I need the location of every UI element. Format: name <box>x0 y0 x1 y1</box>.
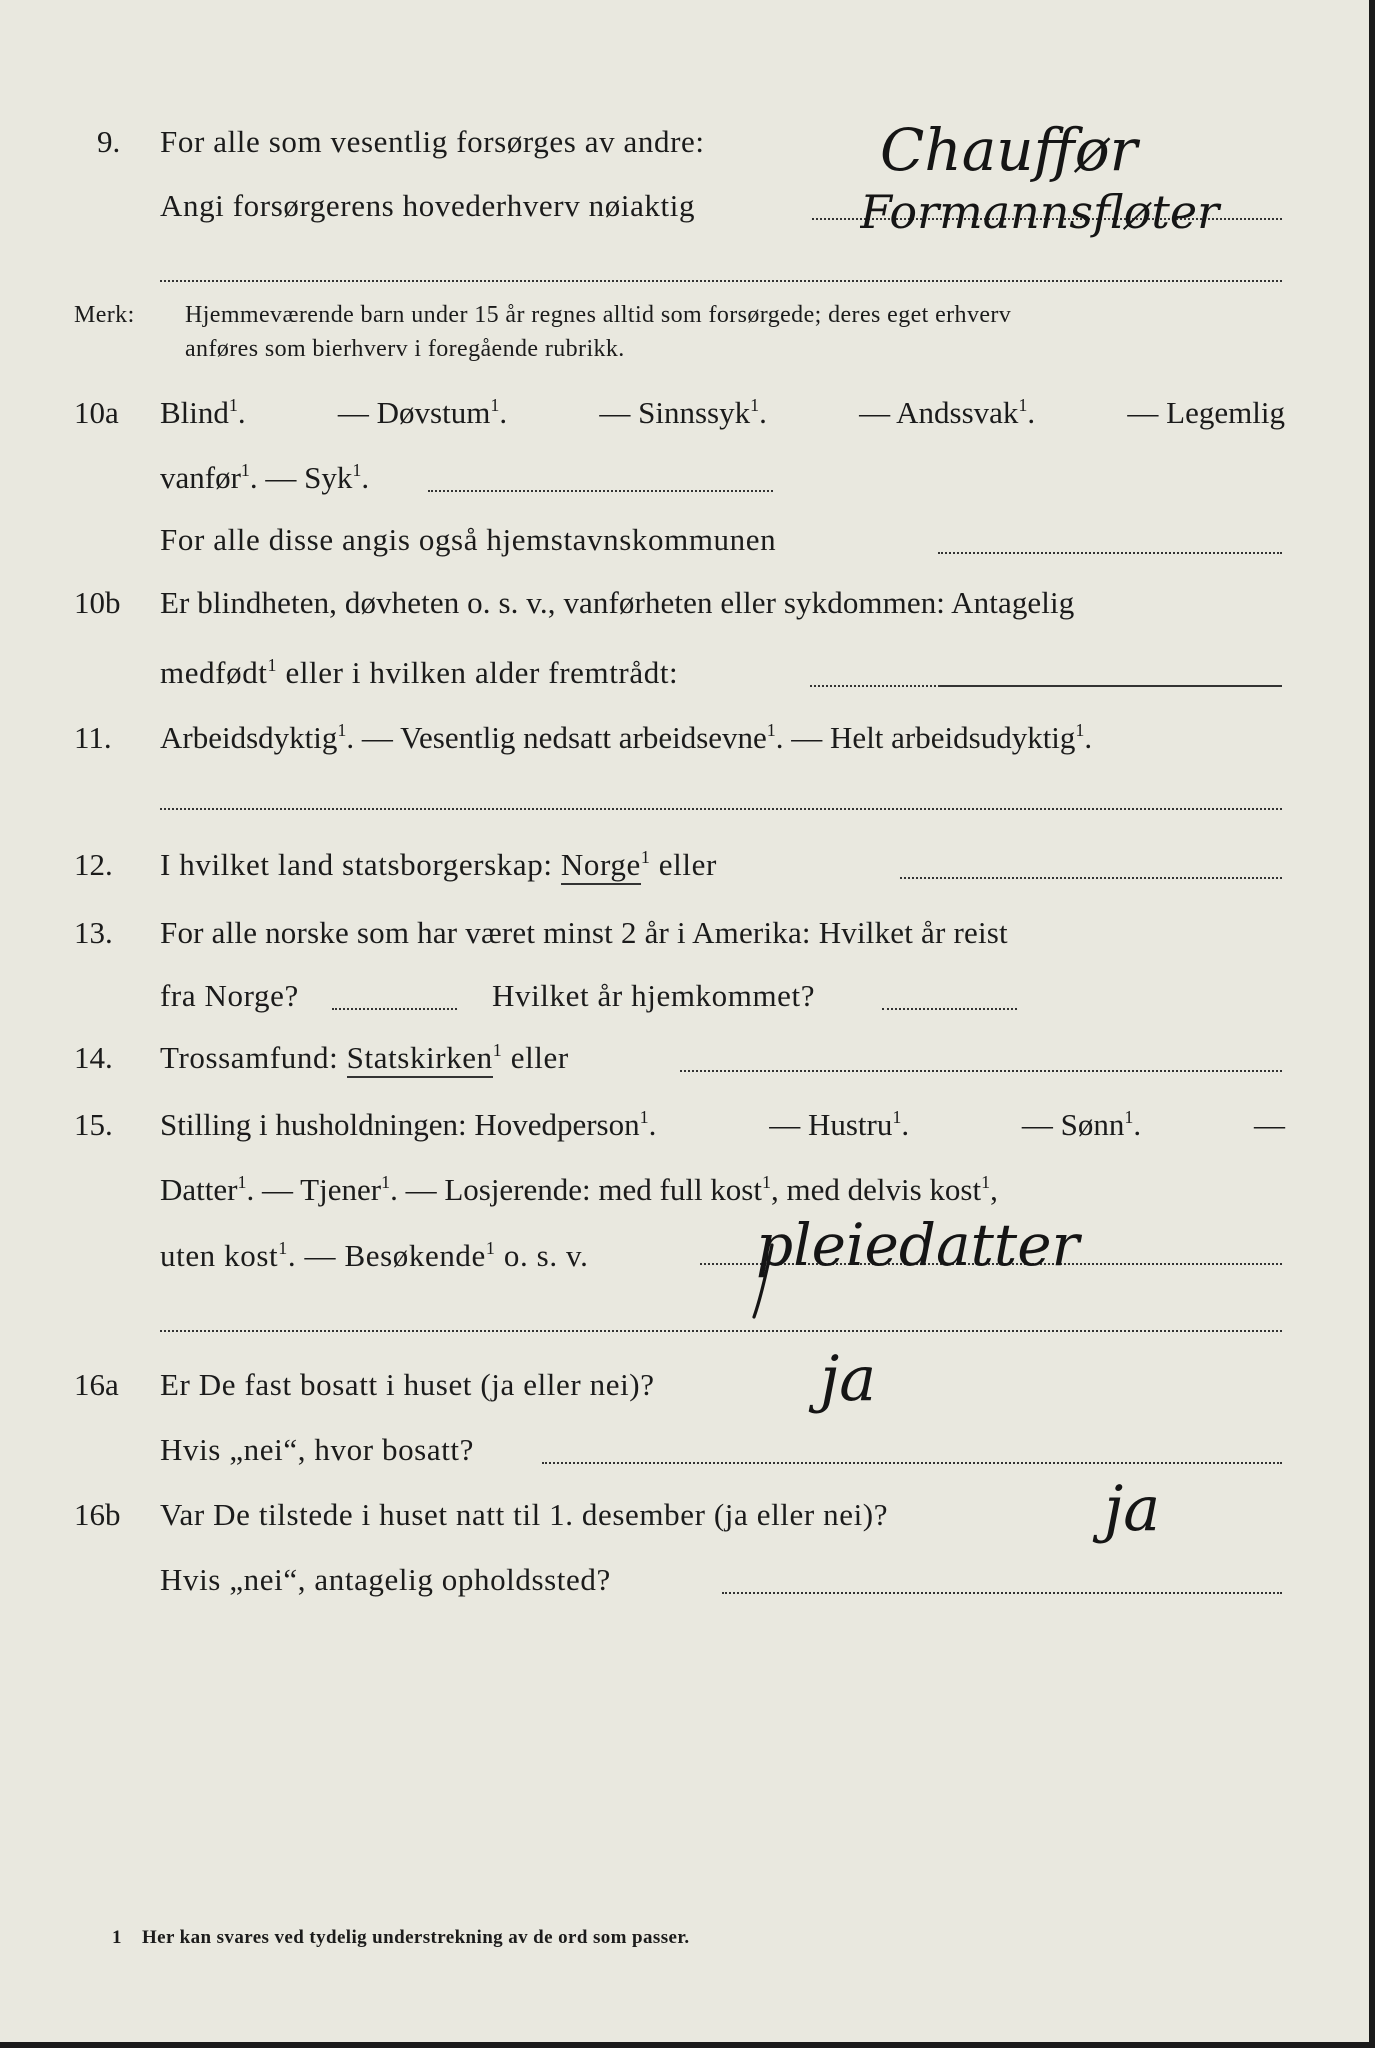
q11-nedsatt: — Vesentlig nedsatt arbeidsevne <box>361 720 767 755</box>
q13-reist-line <box>332 1008 457 1010</box>
q11-number: 11. <box>74 720 112 755</box>
q9-answer-provider: Formannsfløter <box>860 185 1220 239</box>
q14-prefix: Trossamfund: <box>160 1040 339 1075</box>
q10b-medfodt: medfødt <box>160 655 268 690</box>
q10b-number: 10b <box>74 585 121 620</box>
q15-full-kost: — Losjerende: med full kost <box>405 1172 762 1207</box>
q10b-alder: eller i hvilken alder fremtrådt: <box>285 655 679 690</box>
q10b-dotted-line <box>810 685 940 687</box>
q10a-dovstum: — Døvstum$^1$. <box>337 395 508 430</box>
q15-delvis-kost: , med delvis kost <box>771 1172 982 1207</box>
q10a-blind: Blind$^1$. <box>160 395 246 430</box>
q15-line1 <box>160 1107 1285 1143</box>
q16a-bosatt-line <box>542 1462 1282 1464</box>
q9-number: 9. <box>97 124 121 159</box>
q10a-kommune-line <box>938 552 1282 554</box>
q10a-andssvak: — Andssvak$^1$. <box>859 395 1036 430</box>
q16a-handwritten-answer <box>800 1340 940 1450</box>
q11-udyktig: — Helt arbeidsudyktig <box>791 720 1076 755</box>
q10a-number: 10a <box>74 395 119 430</box>
q11-line: Arbeidsdyktig$^1$. — Vesentlig nedsatt arbeidsevne$^1$. — Helt arbeidsudyktig$^1$. <box>160 720 1093 755</box>
q16b-answer-text: ja <box>1104 1472 1161 1545</box>
q10a-sinnssyk: — Sinnssyk$^1$. <box>599 395 767 430</box>
footnote-text: Her kan svares ved tydelig understrekning av de ord som passer. <box>142 1927 690 1948</box>
q13-number: 13. <box>74 915 113 950</box>
q10a-line3: For alle disse angis også hjemstavnskommunen <box>160 522 777 557</box>
q9-extra-line <box>160 280 1282 282</box>
q14-suffix: eller <box>510 1040 569 1075</box>
q10a-legemlig: — Legemlig <box>1127 395 1285 430</box>
q12-suffix: eller <box>658 847 717 882</box>
q16a-number: 16a <box>74 1367 119 1402</box>
merk-line1: Hjemmeværende barn under 15 år regnes alltid som forsørgede; deres eget erhverv <box>185 302 1012 328</box>
q13-hjemkommet-line <box>882 1008 1017 1010</box>
q11-answer-line <box>160 808 1282 810</box>
footnote-mark: 1 <box>112 1927 122 1948</box>
q10b-line1: Er blindheten, døvheten o. s. v., vanførheten eller sykdommen: Antagelig <box>160 585 1075 620</box>
q15-hovedperson: Stilling i husholdningen: Hovedperson$^1$. <box>160 1107 657 1142</box>
q10a-line1 <box>160 395 1285 431</box>
q13-line1: For alle norske som har været minst 2 år i Amerika: Hvilket år reist <box>160 915 1008 950</box>
q15-tjener: — Tjener <box>261 1172 382 1207</box>
q16a-line1: Er De fast bosatt i huset (ja eller nei)? <box>160 1367 655 1402</box>
q13-line2b: Hvilket år hjemkommet? <box>492 978 816 1013</box>
merk-label: Merk: <box>74 302 135 328</box>
q9-line1: For alle som vesentlig forsørges av andre: <box>160 124 705 159</box>
q10a-line2: vanfør$^1$. — Syk$^1$. <box>160 460 370 495</box>
q11-arbeidsdyktig: Arbeidsdyktig <box>160 720 338 755</box>
q12-answer-line <box>900 877 1282 879</box>
q10b-line2: medfødt$^1$ eller i hvilken alder fremtrådt: <box>160 655 679 690</box>
q16a-line2: Hvis „nei“, hvor bosatt? <box>160 1432 474 1467</box>
q13-line2a: fra Norge? <box>160 978 299 1013</box>
q9-line2: Angi forsørgerens hovederhverv nøiaktig <box>160 188 696 223</box>
q10b-solid-line <box>940 685 1282 687</box>
q15-hustru: — Hustru$^1$. <box>769 1107 910 1142</box>
q14-statskirken-underlined: Statskirken <box>347 1040 493 1078</box>
q14-line: Trossamfund: Statskirken$^1$ eller <box>160 1040 569 1076</box>
q15-number: 15. <box>74 1107 113 1142</box>
q9-answer-occupation: Chauffør <box>880 116 1138 184</box>
q15-extra-line <box>160 1330 1282 1332</box>
q12-line: I hvilket land statsborgerskap: Norge$^1$ eller <box>160 847 717 883</box>
q12-prefix: I hvilket land statsborgerskap: <box>160 847 553 882</box>
q16b-line1: Var De tilstede i huset natt til 1. desember (ja eller nei)? <box>160 1497 889 1532</box>
q15-line3: uten kost$^1$. — Besøkende$^1$ o. s. v. <box>160 1238 589 1273</box>
q9-handwritten-answer <box>860 100 1280 270</box>
merk-line2: anføres som bierhverv i foregående rubrikk. <box>185 336 625 362</box>
q15-line2: Datter$^1$. — Tjener$^1$. — Losjerende: med full kost$^1$, med delvis kost$^1$, <box>160 1172 998 1207</box>
q10a-syk: — Syk <box>265 460 353 495</box>
q15-besokende: — Besøkende <box>304 1238 486 1273</box>
q15-handwritten-answer <box>720 1205 1140 1325</box>
q15-sonn: — Sønn$^1$. <box>1021 1107 1142 1142</box>
q15-uten-kost: uten kost <box>160 1238 279 1273</box>
q15-osv: o. s. v. <box>503 1238 589 1273</box>
q14-answer-line <box>680 1070 1282 1072</box>
q15-datter: Datter <box>160 1172 238 1207</box>
q16b-opholdssted-line <box>722 1592 1282 1594</box>
q10a-syk-line <box>428 490 773 492</box>
q16b-number: 16b <box>74 1497 121 1532</box>
q12-number: 12. <box>74 847 113 882</box>
q15-answer-text: pleiedatter <box>756 1211 1080 1279</box>
q16a-answer-text: ja <box>820 1342 877 1415</box>
q16b-line2: Hvis „nei“, antagelig opholdssted? <box>160 1562 611 1597</box>
q14-number: 14. <box>74 1040 113 1075</box>
q10a-vanfor: vanfør <box>160 460 241 495</box>
q16b-handwritten-answer <box>1090 1470 1240 1590</box>
q15-dash: — <box>1254 1107 1285 1142</box>
q12-norge-underlined: Norge <box>561 847 641 885</box>
